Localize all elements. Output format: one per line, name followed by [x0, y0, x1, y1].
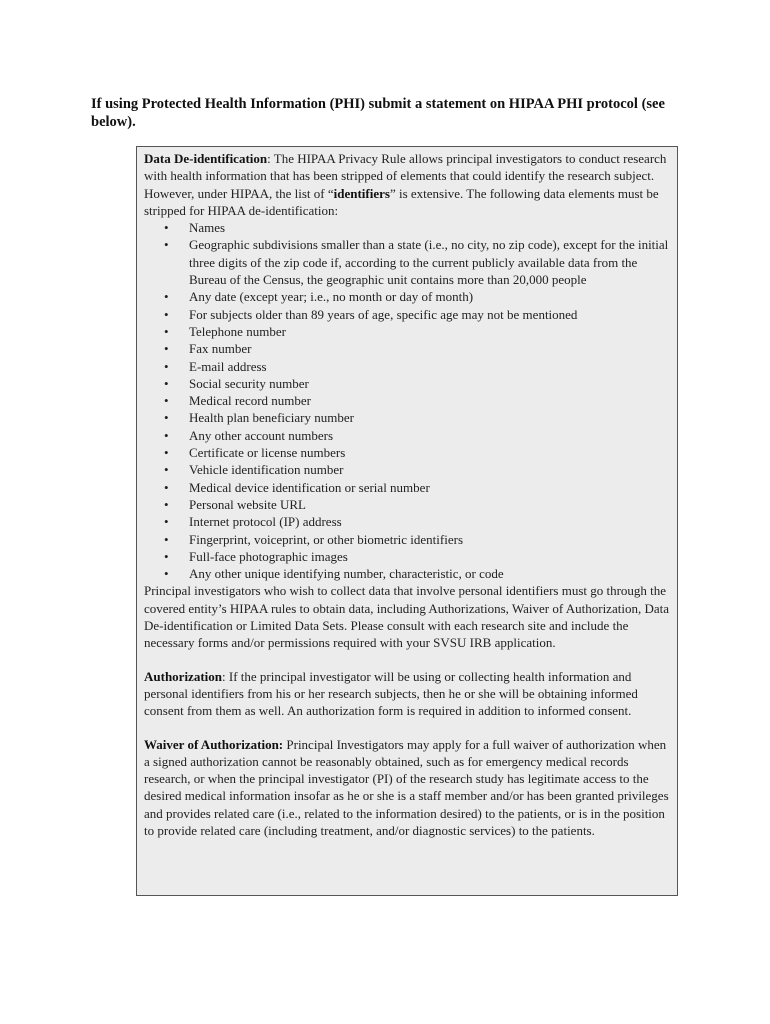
- waiver-paragraph: [144, 736, 670, 840]
- list-item: • Certificate or license numbers: [144, 444, 670, 461]
- authorization-text: : If the principal investigator will be using or collecting health information and personal identifiers from his or her research subjects, then he or she will be obtaining informed consent from them as well. An authorization form is required in addition to informed consent.: [144, 668, 638, 719]
- section-heading: [91, 95, 691, 131]
- list-item: • Health plan beneficiary number: [144, 409, 670, 426]
- identifiers-term: identifiers: [333, 185, 390, 201]
- list-item: • Vehicle identification number: [144, 461, 670, 478]
- identifier-list: [144, 219, 670, 582]
- deid-intro-post: ” is extensive. The following data elements must be stripped for HIPAA de-identification:: [144, 185, 659, 218]
- list-item: • Social security number: [144, 375, 670, 392]
- list-item: • Any date (except year; i.e., no month or day of month): [144, 288, 670, 305]
- list-item: • Internet protocol (IP) address: [144, 513, 670, 530]
- list-item: • For subjects older than 89 years of age, specific age may not be mentioned: [144, 306, 670, 323]
- list-item: • Fingerprint, voiceprint, or other biometric identifiers: [144, 531, 670, 548]
- list-item: • E-mail address: [144, 358, 670, 375]
- hipaa-info-box: [136, 146, 678, 896]
- authorization-title: Authorization: [144, 668, 222, 684]
- list-item: • Any other unique identifying number, characteristic, or code: [144, 565, 670, 582]
- heading-period: .: [132, 114, 136, 130]
- deid-title: Data De-identification: [144, 151, 268, 166]
- list-item: • Geographic subdivisions smaller than a state (i.e., no city, no zip code), except for the initial three digits of the zip code if, according to the current publicly available data from the Bureau of the Census, the geographic unit contains more than 20,000 people: [144, 236, 670, 288]
- list-item: • Names: [144, 219, 670, 236]
- list-item: • Personal website URL: [144, 496, 670, 513]
- waiver-text: Principal Investigators may apply for a full waiver of authorization when a signed authorization cannot be reasonably obtained, such as for emergency medical records research, or when the principal investigator (PI) of the research study has legitimate access to the desired medical information insofar as he or she is a staff member and/or has been granted privileges and provides related care (i.e., related to the information desired) to the patients, or is in the position to provide related care (including treatment, and/or diagnostic services) to the patients.: [144, 736, 669, 838]
- heading-text: If using Protected Health Information (PHI) submit a statement on HIPAA PHI protocol (see below): [91, 96, 665, 130]
- list-item: • Telephone number: [144, 323, 670, 340]
- list-item: • Full-face photographic images: [144, 548, 670, 565]
- deid-closing: Principal investigators who wish to collect data that involve personal identifiers must go through the covered entity’s HIPAA rules to obtain data, including Authorizations, Waiver of Authorization, Data De-identification or Limited Data Sets. Please consult with each research site and include the necessary forms and/or permissions required with your SVSU IRB application.: [144, 583, 669, 651]
- deid-intro: [144, 150, 670, 219]
- list-item: • Medical record number: [144, 392, 670, 409]
- list-item: • Medical device identification or serial number: [144, 479, 670, 496]
- authorization-paragraph: [144, 668, 670, 720]
- list-item: • Fax number: [144, 340, 670, 357]
- waiver-title: Waiver of Authorization:: [144, 736, 284, 752]
- deid-intro-pre: : The HIPAA Privacy Rule allows principal investigators to conduct research with health information that has been stripped of elements that could identify the research subject. However, under HIPAA, the list of “: [144, 151, 667, 201]
- list-item: • Any other account numbers: [144, 427, 670, 444]
